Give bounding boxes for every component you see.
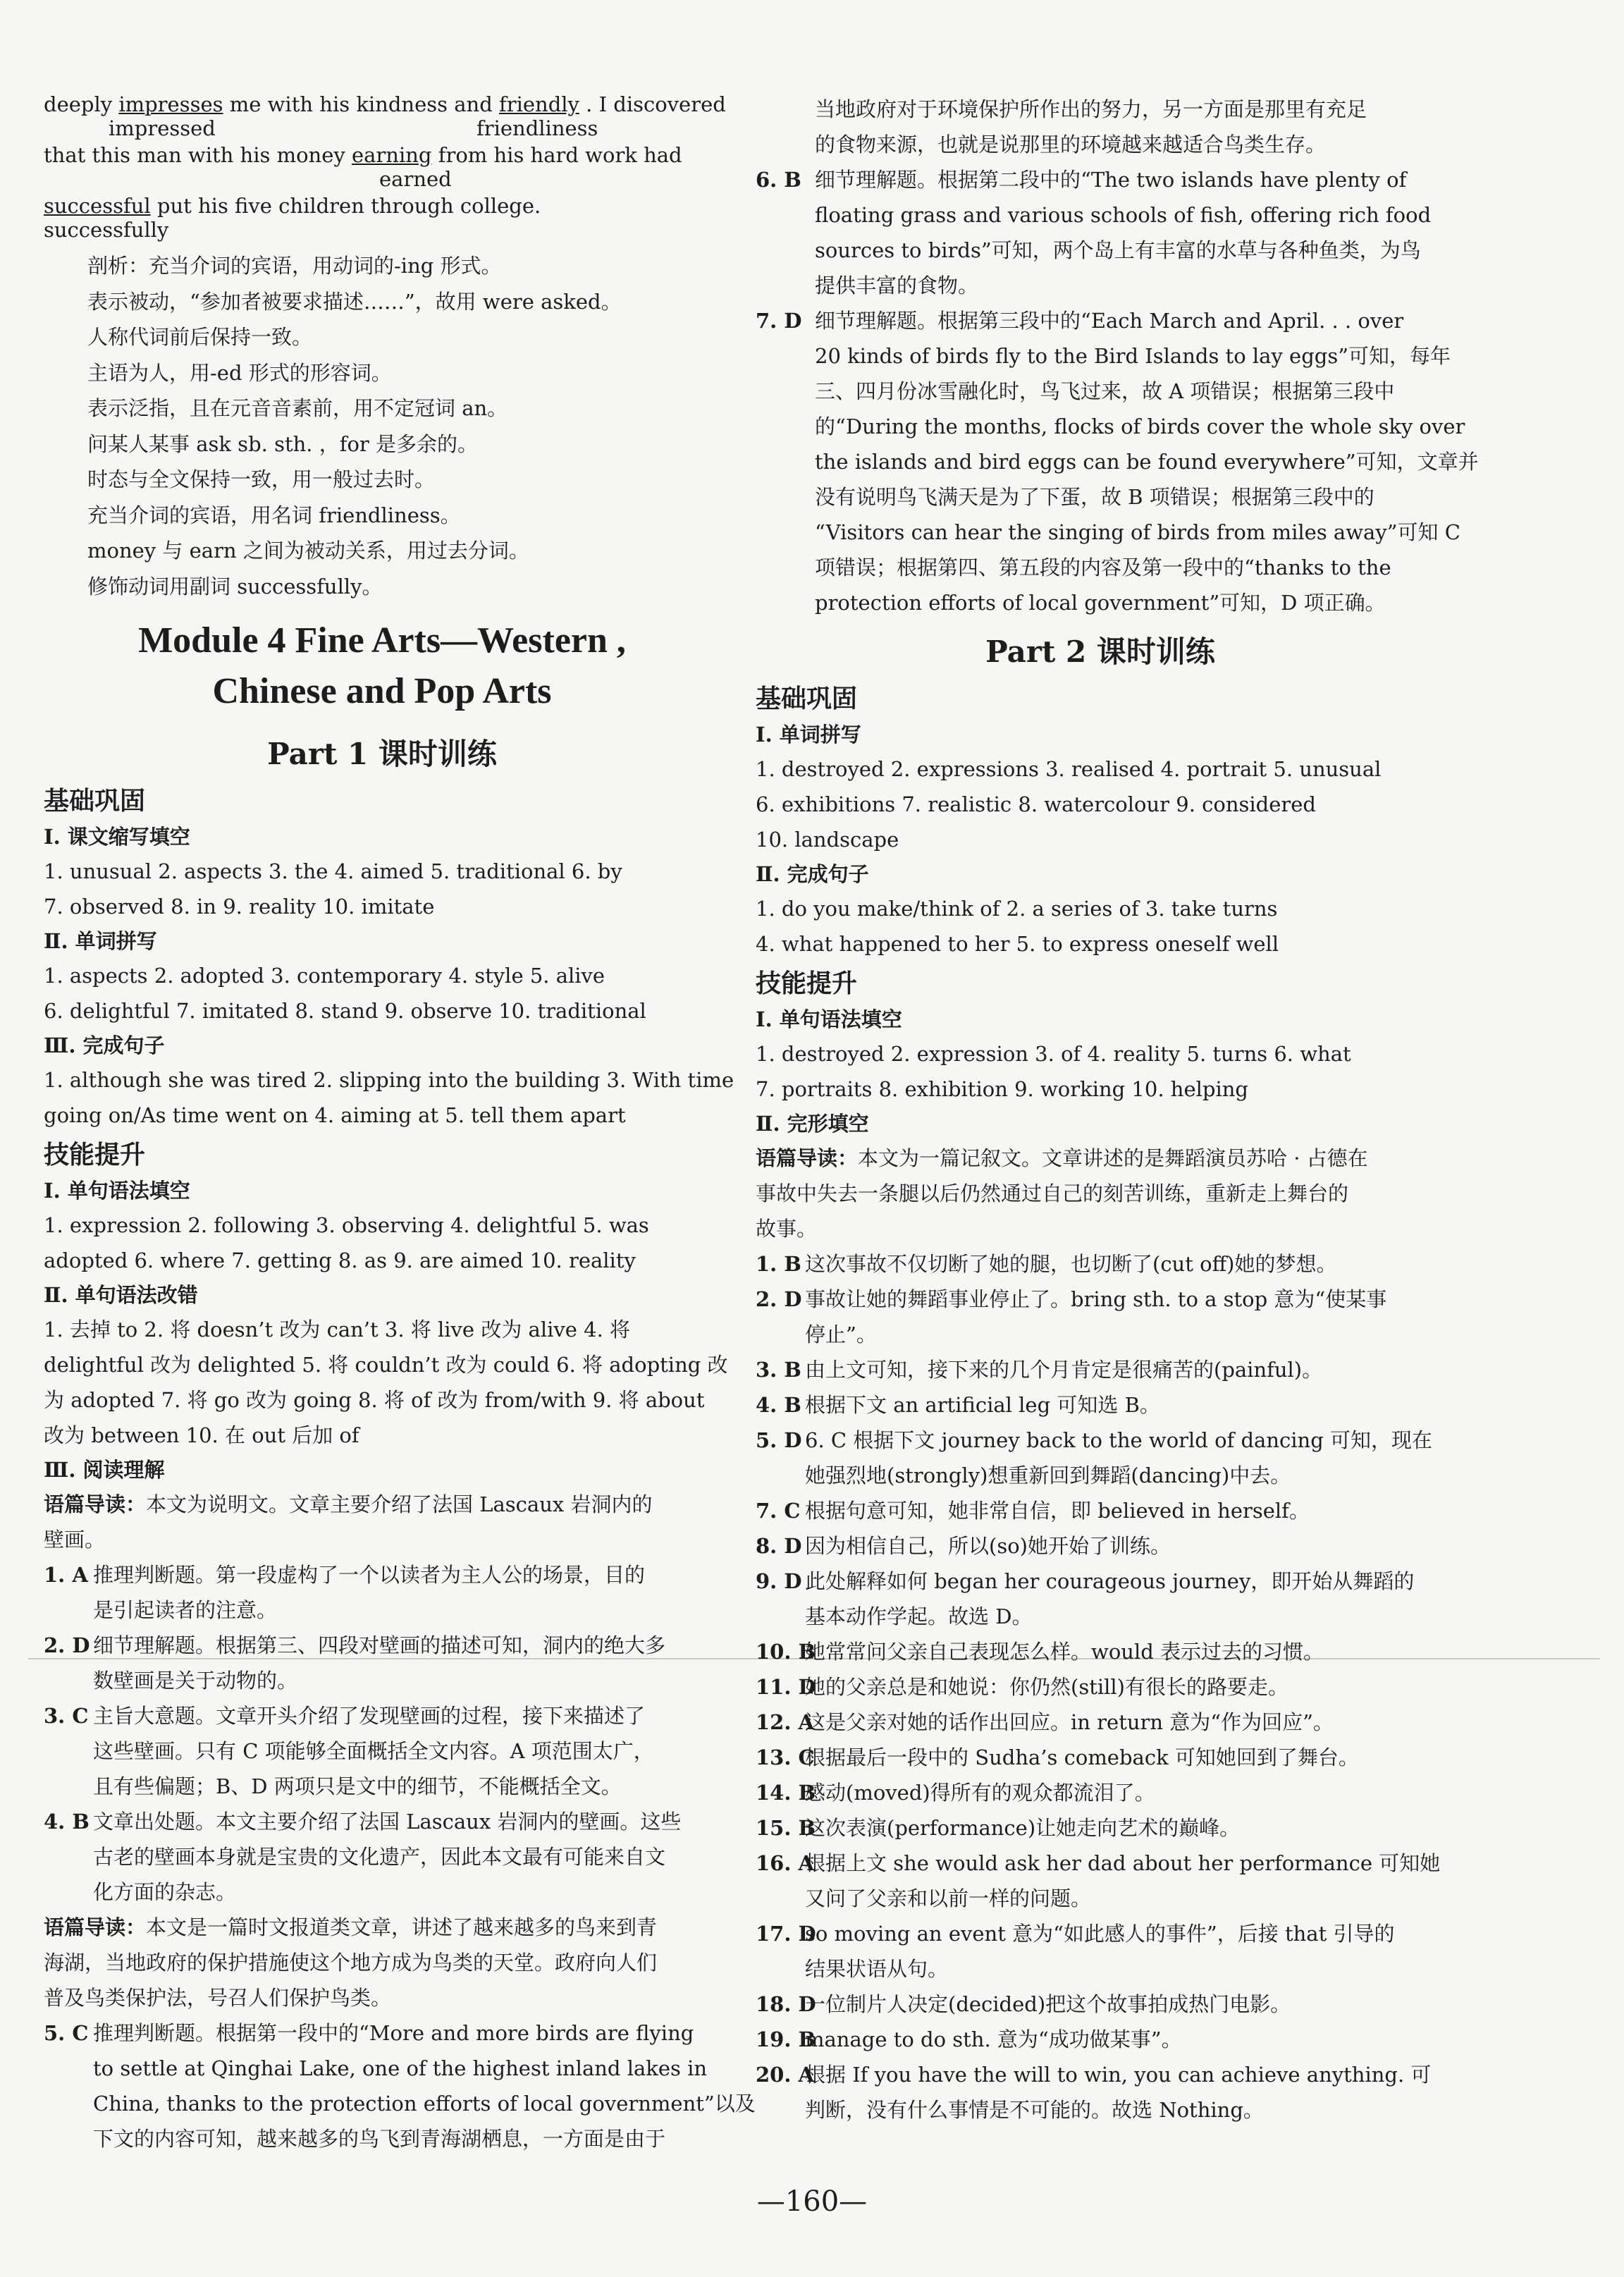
reading-answer: 5. C 推理判断题。根据第一段中的“More and more birds are flying to settle at Qinghai Lake, one of the highest inland lakes in China, thanks to the protection efforts of local government”以及 下文的内容可知，越来越多的鸟飞到青海湖栖息，一方面是由于 (44, 2021, 756, 2151)
answer-line: 7. portraits 8. exhibition 9. working 10. helping (756, 1077, 1248, 1101)
answer-line: 6. exhibitions 7. realistic 8. watercolour 9. considered (756, 792, 1316, 816)
passage-guide: 语篇导读：本文为一篇记叙文。文章讲述的是舞蹈演员苏哈 · 占德在 (756, 1146, 1368, 1170)
analysis-line: money 与 earn 之间为被动关系，用过去分词。 (87, 539, 529, 563)
cloze-answer: 19. B manage to do sth. 意为“成功做某事”。 (756, 2027, 1182, 2051)
analysis-line: 修饰动词用副词 successfully。 (87, 574, 383, 599)
cloze-answer: 5. D 6. C 根据下文 journey back to the world of dancing 可知，现在 她强烈地(strongly)想重新回到舞蹈(dancing)中去。 (756, 1428, 1432, 1487)
part1-title: Part 1 课时训练 (267, 737, 497, 771)
answer-line: 6. delightful 7. imitated 8. stand 9. observe 10. traditional (44, 999, 646, 1023)
answer-continuation: 当地政府对于环境保护所作出的努力，另一方面是那里有充足 (815, 97, 1367, 121)
subsection-heading: Ⅱ. 完成句子 (756, 862, 869, 886)
cloze-answer: 9. D 此处解释如何 began her courageous journey，即开始从舞蹈的 基本动作学起。故选 D。 (756, 1569, 1415, 1628)
passage-guide-cont: 海湖，当地政府的保护措施使这个地方成为鸟类的天堂。政府向人们 (44, 1951, 658, 1975)
answer-line: adopted 6. where 7. getting 8. as 9. are aimed 10. reality (44, 1248, 636, 1272)
correction-line-1: deeply impresses me with his kindness and friendly . I discovered impressed friendliness (44, 92, 726, 140)
subsection-heading: Ⅲ. 阅读理解 (44, 1458, 165, 1482)
section-heading: 基础巩固 (756, 684, 858, 713)
cloze-answer: 16. A 根据上文 she would ask her dad about her performance 可知她 又问了父亲和以前一样的问题。 (756, 1851, 1441, 1910)
cloze-answer: 17. D so moving an event 意为“如此感人的事件”，后接 that 引导的 结果状语从句。 (756, 1922, 1395, 1981)
reading-answer: 2. D 细节理解题。根据第三、四段对壁画的描述可知，洞内的绝大多 数壁画是关于动物的。 (44, 1633, 666, 1693)
subsection-heading: Ⅰ. 单句语法填空 (44, 1179, 190, 1203)
cloze-answer: 13. C 根据最后一段中的 Sudha’s comeback 可知她回到了舞台。 (756, 1745, 1359, 1769)
passage-guide-cont: 事故中失去一条腿以后仍然通过自己的刻苦训练，重新走上舞台的 (756, 1182, 1349, 1205)
answer-line: 4. what happened to her 5. to express oneself well (756, 932, 1279, 956)
cloze-answer: 3. B 由上文可知，接下来的几个月肯定是很痛苦的(painful)。 (756, 1358, 1323, 1382)
answer-line: delightful 改为 delighted 5. 将 couldn’t 改为 could 6. 将 adopting 改 (44, 1353, 728, 1377)
cloze-answer: 15. B 这次表演(performance)让她走向艺术的巅峰。 (756, 1816, 1241, 1840)
passage-guide-cont: 故事。 (756, 1217, 818, 1241)
reading-answer: 4. B 文章出处题。本文主要介绍了法国 Lascaux 岩洞内的壁画。这些 古老的壁画本身就是宝贵的文化遗产，因此本文最有可能来自文 化方面的杂志。 (44, 1810, 682, 1904)
cloze-answer: 2. D 事故让她的舞蹈事业停止了。bring sth. to a stop 意为“使某事 停止”。 (756, 1287, 1387, 1346)
answer-line: 7. observed 8. in 9. reality 10. imitate (44, 895, 435, 919)
answer-line: 1. unusual 2. aspects 3. the 4. aimed 5. traditional 6. by (44, 859, 622, 883)
cloze-answer: 4. B 根据下文 an artificial leg 可知选 B。 (756, 1393, 1160, 1417)
answer-line: 为 adopted 7. 将 go 改为 going 8. 将 of 改为 from/with 9. 将 about (44, 1388, 705, 1412)
answer-continuation: 的食物来源，也就是说那里的环境越来越适合鸟类生存。 (815, 133, 1327, 156)
passage-guide: 语篇导读：本文是一篇时文报道类文章，讲述了越来越多的鸟来到青 (44, 1915, 658, 1939)
cloze-answer: 10. B 她常常问父亲自己表现怎么样。would 表示过去的习惯。 (756, 1640, 1324, 1664)
reading-answer: 1. A 推理判断题。第一段虚构了一个以读者为主人公的场景，目的 是引起读者的注意。 (44, 1563, 646, 1622)
answer-line: 1. destroyed 2. expressions 3. realised 4. portrait 5. unusual (756, 757, 1382, 781)
module-title: Module 4 Fine Arts—Western , Chinese and Pop Arts (138, 620, 626, 711)
analysis-line: 时态与全文保持一致，用一般过去时。 (87, 467, 436, 491)
correction-line-3: successful put his five children through college. successfully (44, 194, 541, 242)
answer-line: 1. 去掉 to 2. 将 doesn’t 改为 can’t 3. 将 live 改为 alive 4. 将 (44, 1318, 631, 1342)
cloze-answer: 12. A 这是父亲对她的话作出回应。in return 意为“作为回应”。 (756, 1710, 1334, 1734)
answer-line: 1. aspects 2. adopted 3. contemporary 4. style 5. alive (44, 964, 605, 988)
cloze-answer: 1. B 这次事故不仅切断了她的腿，也切断了(cut off)她的梦想。 (756, 1252, 1337, 1276)
correction-line-2: that this man with his money earning from his hard work had earned (44, 143, 682, 191)
reading-answer: 7. D 细节理解题。根据第三段中的“Each March and April. . . over 20 kinds of birds fly to the Bird Islands to lay eggs”可知，每年 三、四月份冰雪融化时，鸟飞过来，故 A 项错误；根据第三段中 的“During the months, flocks of birds cover the whole sky over the islands and bird eggs can be found everywhere”可知，文章并 没有说明鸟飞满天是为了下蛋，故 B 项错误；根据第三段中的 “Visitors can hear the singing of birds from miles away”可知 C 项错误；根据第四、第五段的内容及第一段中的“thanks to the protection efforts of local government”可知，D 项正确。 (756, 309, 1479, 615)
passage-guide: 语篇导读：本文为说明文。文章主要介绍了法国 Lascaux 岩洞内的 (44, 1492, 653, 1516)
analysis-line: 表示被动，“参加者被要求描述……”，故用 were asked。 (87, 289, 622, 314)
cloze-answers (756, 1246, 1445, 2128)
answer-line: going on/As time went on 4. aiming at 5. tell them apart (44, 1103, 626, 1127)
analysis-line: 人称代词前后保持一致。 (87, 325, 313, 349)
subsection-heading: Ⅱ. 完形填空 (756, 1112, 869, 1136)
answer-line: 改为 between 10. 在 out 后加 of (44, 1423, 359, 1447)
answer-line: 1. destroyed 2. expression 3. of 4. reality 5. turns 6. what (756, 1042, 1351, 1066)
section-heading: 基础巩固 (44, 786, 146, 816)
analysis-line: 问某人某事 ask sb. sth. ，for 是多余的。 (87, 431, 478, 456)
section-heading: 技能提升 (44, 1140, 146, 1170)
reading-answer: 6. B 细节理解题。根据第二段中的“The two islands have plenty of floating grass and various schools of fish, offering rich food sources to birds”可知，两个岛上有丰富的水草与各种鱼类，为鸟 提供丰富的食物。 (756, 168, 1432, 297)
cloze-answer: 8. D 因为相信自己，所以(so)她开始了训练。 (756, 1534, 1171, 1558)
cloze-answer: 20. A 根据 If you have the will to win, you can achieve anything. 可 判断，没有什么事情是不可能的。故选 Nothing。 (756, 2063, 1432, 2122)
analysis-line: 剖析：充当介词的宾语，用动词的-ing 形式。 (87, 254, 502, 278)
answer-line: 10. landscape (756, 828, 899, 852)
cloze-answer: 11. D 她的父亲总是和她说：你仍然(still)有很长的路要走。 (756, 1675, 1288, 1699)
subsection-heading: Ⅰ. 单句语法填空 (756, 1007, 902, 1031)
passage-guide-cont: 普及鸟类保护法，号召人们保护鸟类。 (44, 1986, 392, 2010)
page-number: —160— (756, 2185, 868, 2218)
part2-title: Part 2 课时训练 (985, 634, 1215, 669)
subsection-heading: Ⅱ. 单句语法改错 (44, 1283, 198, 1307)
subsection-heading: Ⅰ. 单词拼写 (756, 723, 861, 747)
subsection-heading: Ⅲ. 完成句子 (44, 1033, 165, 1057)
subsection-heading: Ⅱ. 单词拼写 (44, 929, 157, 953)
cloze-answer: 18. D 一位制片人决定(decided)把这个故事拍成热门电影。 (756, 1992, 1291, 2016)
section-heading: 技能提升 (756, 969, 858, 998)
answer-line: 1. although she was tired 2. slipping into the building 3. With time (44, 1068, 734, 1092)
analysis-block (44, 248, 720, 604)
reading-answer: 3. C 主旨大意题。文章开头介绍了发现壁画的过程，接下来描述了 这些壁画。只有 C 项能够全面概括全文内容。A 项范围太广， 且有些偏题；B、D 两项只是文中的细节，不能概括全文。 (44, 1704, 654, 1798)
answer-line: 1. expression 2. following 3. observing 4. delightful 5. was (44, 1213, 649, 1237)
passage-guide-cont: 壁画。 (44, 1528, 106, 1552)
analysis-line: 主语为人，用-ed 形式的形容词。 (87, 360, 392, 385)
right-column (756, 92, 1479, 2128)
answer-line: 1. do you make/think of 2. a series of 3. take turns (756, 897, 1278, 921)
subsection-heading: Ⅰ. 课文缩写填空 (44, 825, 190, 849)
cloze-answer: 7. C 根据句意可知，她非常自信，即 believed in herself。 (756, 1499, 1310, 1523)
left-column (44, 92, 756, 2156)
analysis-line: 表示泛指，且在元音音素前，用不定冠词 an。 (87, 396, 508, 420)
analysis-line: 充当介词的宾语，用名词 friendliness。 (87, 503, 461, 527)
cloze-answer: 14. B 感动(moved)得所有的观众都流泪了。 (756, 1781, 1155, 1805)
